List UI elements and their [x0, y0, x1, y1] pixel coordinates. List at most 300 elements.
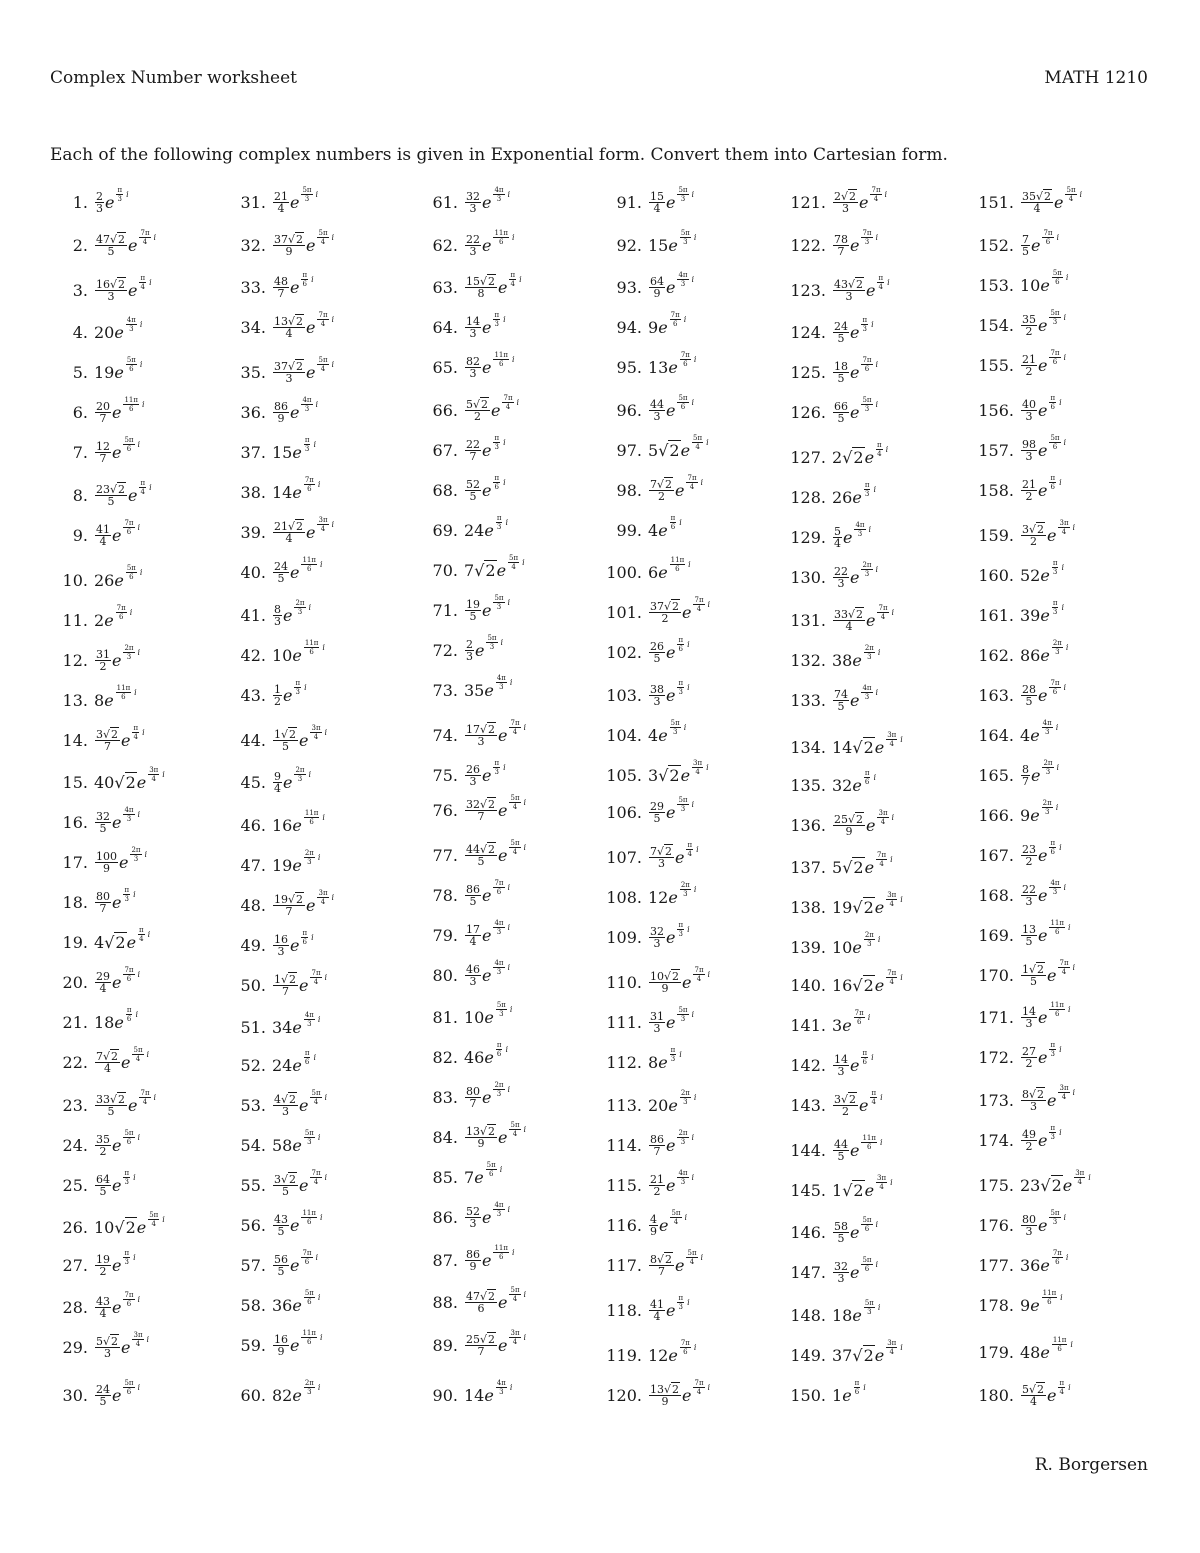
exponent: $\frac{5\pi}{6}$ i — [124, 435, 141, 453]
exponent: $\frac{3\pi}{4}$ i — [510, 1328, 527, 1346]
problem-item — [790, 847, 893, 887]
exponential-form: $\frac{10√2}{9}$ e $\frac{7\pi}{4}$ i — [650, 965, 711, 995]
fraction: $\frac{14}{3}$ — [1022, 1004, 1036, 1030]
fraction: $\frac{3\pi}{4}$ — [1059, 518, 1069, 536]
fraction: $\frac{11\pi}{6}$ — [494, 1243, 508, 1261]
fraction: $\frac{2\pi}{3}$ — [304, 1378, 314, 1396]
fraction: $\frac{5\pi}{4}$ — [1066, 185, 1076, 203]
exponent: $\frac{\pi}{4}$ i — [510, 270, 522, 288]
problem-number: 86. — [432, 1207, 458, 1227]
fraction: $\frac{52}{3}$ — [466, 1204, 480, 1230]
problem-number: 107. — [606, 847, 642, 867]
exponent: $\frac{5\pi}{3}$ i — [680, 228, 697, 246]
exponential-form: $\frac{86}{5}$ e $\frac{7\pi}{6}$ i — [466, 878, 511, 908]
problem-number: 7. — [72, 442, 88, 462]
exponential-form: 6 e $\frac{11\pi}{6}$ i — [648, 555, 691, 582]
fraction: $\frac{44√2}{5}$ — [466, 842, 496, 868]
exponential-form: $\frac{21}{2}$ e $\frac{7\pi}{6}$ i — [1022, 348, 1067, 378]
problem-number: 74. — [432, 725, 458, 745]
problem-number: 174. — [978, 1130, 1014, 1150]
fraction: $\frac{11\pi}{6}$ — [302, 1328, 316, 1346]
fraction: $\frac{4\pi}{3}$ — [862, 683, 872, 701]
problem-item — [978, 715, 1058, 755]
exponent: $\frac{11\pi}{6}$ i — [116, 683, 137, 701]
problem-item — [240, 1165, 327, 1205]
fraction: $\frac{12}{7}$ — [96, 439, 110, 465]
fraction: $\frac{2\pi}{3}$ — [678, 1128, 688, 1146]
fraction: $\frac{5\pi}{6}$ — [1052, 268, 1062, 286]
exponent: $\frac{5\pi}{3}$ i — [862, 395, 879, 413]
exponential-form: 2√2 e $\frac{\pi}{4}$ i — [832, 440, 889, 467]
fraction: $\frac{\pi}{3}$ — [494, 310, 500, 328]
exponent: $\frac{5\pi}{4}$ i — [510, 838, 527, 856]
exponent: $\frac{7\pi}{4}$ i — [694, 595, 711, 613]
fraction: $\frac{7\pi}{6}$ — [304, 475, 314, 493]
problem-item — [606, 837, 699, 877]
fraction: $\frac{7\pi}{4}$ — [877, 850, 887, 868]
exponential-form: $\frac{80}{7}$ e $\frac{\pi}{3}$ i — [96, 885, 136, 915]
exponential-form: 15 e $\frac{\pi}{3}$ i — [272, 435, 316, 462]
exponential-form: $\frac{1√2}{5}$ e $\frac{7\pi}{4}$ i — [1022, 958, 1076, 988]
exponential-form: $\frac{47√2}{5}$ e $\frac{7\pi}{4}$ i — [96, 228, 157, 258]
exponent: $\frac{7\pi}{6}$ i — [494, 878, 511, 896]
problem-item — [606, 675, 690, 715]
fraction: $\frac{5\pi}{4}$ — [510, 838, 520, 856]
exponential-form: $\frac{32}{3}$ e $\frac{5\pi}{6}$ i — [834, 1255, 879, 1285]
exponent: $\frac{4\pi}{3}$ i — [126, 315, 143, 333]
fraction: $\frac{80}{7}$ — [96, 889, 110, 915]
exponent: $\frac{3\pi}{4}$ i — [877, 1173, 893, 1191]
sqrt-symbol: √2 — [281, 727, 297, 741]
sqrt-symbol: √2 — [1029, 1087, 1045, 1101]
sqrt-symbol: √2 — [281, 972, 297, 986]
exponential-form: $\frac{24}{5}$ e $\frac{11\pi}{6}$ i — [274, 555, 323, 585]
fraction: $\frac{22}{7}$ — [466, 437, 480, 463]
exponent: $\frac{\pi}{3}$ i — [1050, 1040, 1062, 1058]
exponent: $\frac{5\pi}{3}$ i — [1050, 1208, 1067, 1226]
exponent: $\frac{2\pi}{3}$ i — [295, 598, 312, 616]
problem-number: 28. — [62, 1297, 88, 1317]
fraction: $\frac{4\pi}{3}$ — [496, 673, 506, 691]
fraction: $\frac{7\pi}{4}$ — [318, 310, 328, 328]
exponent: $\frac{7\pi}{4}$ i — [311, 968, 328, 986]
problem-item — [62, 882, 136, 922]
sqrt-symbol: √2 — [281, 1092, 297, 1106]
problem-item — [978, 595, 1064, 635]
exponential-form: 14 e $\frac{7\pi}{6}$ i — [272, 475, 321, 502]
fraction: $\frac{44}{5}$ — [834, 1137, 848, 1163]
fraction: $\frac{11\pi}{6}$ — [1052, 1335, 1067, 1353]
fraction: $\frac{7}{5}$ — [1022, 232, 1029, 258]
fraction: $\frac{11\pi}{6}$ — [124, 395, 138, 413]
sqrt-symbol: √2 — [473, 397, 489, 411]
exponential-form: $\frac{8√2}{7}$ e $\frac{5\pi}{4}$ i — [650, 1248, 704, 1278]
problem-item — [790, 1130, 883, 1170]
exponent: $\frac{\pi}{3}$ i — [1050, 1123, 1062, 1141]
problem-number: 134. — [790, 737, 826, 757]
exponential-form: 5√2 e $\frac{5\pi}{4}$ i — [648, 433, 709, 460]
problem-number: 46. — [240, 815, 266, 835]
exponent: $\frac{3\pi}{4}$ i — [878, 808, 895, 826]
exponential-form: $\frac{33√2}{4}$ e $\frac{7\pi}{4}$ i — [834, 603, 895, 633]
fraction: $\frac{11\pi}{6}$ — [494, 228, 508, 246]
exponent: $\frac{11\pi}{6}$ i — [302, 1208, 323, 1226]
problem-item — [240, 805, 325, 845]
sqrt-symbol: √2 — [664, 969, 680, 983]
fraction: $\frac{7\pi}{4}$ — [140, 1088, 150, 1106]
fraction: $\frac{5\pi}{3}$ — [862, 395, 872, 413]
problem-number: 49. — [240, 935, 266, 955]
fraction: $\frac{100}{9}$ — [96, 849, 117, 875]
problem-item — [428, 347, 515, 387]
exponent: $\frac{\pi}{3}$ i — [124, 1168, 136, 1186]
problem-item — [606, 347, 696, 387]
sqrt-symbol: √2 — [480, 274, 496, 288]
problem-number: 135. — [790, 775, 826, 795]
exponential-form: 35 e $\frac{4\pi}{3}$ i — [464, 673, 513, 700]
fraction: $\frac{2\pi}{3}$ — [1042, 798, 1052, 816]
fraction: $\frac{8}{7}$ — [1022, 762, 1029, 788]
problem-item — [978, 345, 1066, 385]
exponential-form: 4 e $\frac{4\pi}{3}$ i — [1020, 718, 1059, 745]
exponential-form: 86 e $\frac{2\pi}{3}$ i — [1020, 638, 1069, 665]
problem-number: 144. — [790, 1140, 826, 1160]
exponential-form: $\frac{12}{7}$ e $\frac{5\pi}{6}$ i — [96, 435, 141, 465]
exponential-form: $\frac{13√2}{9}$ e $\frac{7\pi}{4}$ i — [650, 1378, 711, 1408]
fraction: $\frac{\pi}{3}$ — [496, 513, 502, 531]
problem-number: 101. — [606, 602, 642, 622]
problem-number: 151. — [978, 192, 1014, 212]
problem-item — [790, 727, 903, 767]
fraction: $\frac{48}{7}$ — [274, 274, 288, 300]
sqrt-symbol: √2 — [842, 447, 864, 467]
exponent: $\frac{7\pi}{3}$ i — [862, 228, 879, 246]
fraction: $\frac{\pi}{6}$ — [1050, 473, 1056, 491]
fraction: $\frac{43}{5}$ — [274, 1212, 288, 1238]
fraction: $\frac{3\pi}{4}$ — [318, 888, 328, 906]
fraction: $\frac{4\pi}{3}$ — [302, 395, 312, 413]
exponent: $\frac{\pi}{4}$ i — [687, 840, 699, 858]
fraction: $\frac{7√2}{4}$ — [96, 1049, 119, 1075]
problem-number: 169. — [978, 925, 1014, 945]
fraction: $\frac{11\pi}{6}$ — [1042, 1288, 1057, 1306]
sqrt-symbol: √2 — [1036, 189, 1052, 203]
problem-item — [790, 1295, 880, 1335]
exponent: $\frac{7\pi}{6}$ i — [680, 350, 697, 368]
exponential-form: $\frac{3√2}{2}$ e $\frac{\pi}{4}$ i — [834, 1088, 883, 1118]
problem-number: 34. — [240, 317, 266, 337]
fraction: $\frac{5\pi}{3}$ — [496, 1000, 506, 1018]
problem-number: 35. — [240, 362, 266, 382]
exponent: $\frac{4\pi}{3}$ i — [862, 683, 879, 701]
fraction: $\frac{2\pi}{3}$ — [295, 598, 305, 616]
fraction: $\frac{19√2}{7}$ — [274, 892, 304, 918]
exponential-form: 16√2 e $\frac{7\pi}{4}$ i — [832, 968, 903, 995]
exponent: $\frac{5\pi}{3}$ i — [494, 593, 511, 611]
problem-number: 178. — [978, 1295, 1014, 1315]
fraction: $\frac{2\pi}{3}$ — [680, 880, 690, 898]
exponential-form: 5√2 e $\frac{7\pi}{4}$ i — [832, 850, 893, 877]
problem-number: 12. — [62, 650, 88, 670]
exponential-form: $\frac{18}{5}$ e $\frac{7\pi}{6}$ i — [834, 355, 879, 385]
sqrt-symbol: √2 — [480, 722, 496, 736]
problem-number: 103. — [606, 685, 642, 705]
problem-item — [62, 600, 132, 640]
problem-item — [428, 1157, 502, 1197]
problem-item — [62, 270, 152, 310]
problem-item — [790, 927, 880, 967]
fraction: $\frac{21}{2}$ — [1022, 477, 1036, 503]
sqrt-symbol: √2 — [842, 1180, 864, 1200]
exponential-form: $\frac{13}{5}$ e $\frac{11\pi}{6}$ i — [1022, 918, 1071, 948]
problem-number: 85. — [432, 1167, 458, 1187]
exponent: $\frac{5\pi}{6}$ i — [862, 1255, 879, 1273]
fraction: $\frac{7\pi}{6}$ — [670, 310, 680, 328]
problem-number: 130. — [790, 567, 826, 587]
exponent: $\frac{\pi}{4}$ i — [1059, 1378, 1071, 1396]
exponential-form: $\frac{64}{9}$ e $\frac{4\pi}{3}$ i — [650, 270, 695, 300]
exponential-form: $\frac{86}{9}$ e $\frac{4\pi}{3}$ i — [274, 395, 319, 425]
exponential-form: $\frac{19}{2}$ e $\frac{\pi}{3}$ i — [96, 1248, 136, 1278]
problem-number: 59. — [240, 1335, 266, 1355]
exponent: $\frac{\pi}{4}$ i — [878, 273, 890, 291]
exponent: $\frac{5\pi}{4}$ i — [687, 1248, 704, 1266]
problem-number: 23. — [62, 1095, 88, 1115]
fraction: $\frac{5\pi}{6}$ — [304, 1288, 314, 1306]
problem-number: 76. — [432, 800, 458, 820]
fraction: $\frac{44}{3}$ — [650, 397, 664, 423]
exponent: $\frac{\pi}{4}$ i — [140, 273, 152, 291]
problem-item — [790, 477, 876, 517]
problem-item — [62, 802, 140, 842]
exponent: $\frac{\pi}{6}$ i — [496, 1040, 508, 1058]
fraction: $\frac{46}{3}$ — [466, 962, 480, 988]
exponent: $\frac{4\pi}{3}$ i — [494, 918, 511, 936]
problem-number: 91. — [616, 192, 642, 212]
problem-number: 147. — [790, 1262, 826, 1282]
exponential-form: 3 e $\frac{7\pi}{6}$ i — [832, 1008, 871, 1035]
fraction: $\frac{\pi}{3}$ — [1050, 1040, 1056, 1058]
exponent: $\frac{3\pi}{4}$ i — [1059, 518, 1076, 536]
problem-number: 20. — [62, 972, 88, 992]
exponent: $\frac{4\pi}{3}$ i — [304, 1010, 321, 1028]
exponent: $\frac{7\pi}{6}$ i — [124, 1290, 141, 1308]
fraction: $\frac{5\pi}{6}$ — [862, 1255, 872, 1273]
problem-item — [240, 225, 334, 265]
exponential-form: 4 e $\frac{\pi}{6}$ i — [648, 513, 682, 540]
exponent: $\frac{3\pi}{4}$ i — [1059, 1083, 1076, 1101]
fraction: $\frac{40}{3}$ — [1022, 397, 1036, 423]
exponential-form: 48 e $\frac{11\pi}{6}$ i — [1020, 1335, 1073, 1362]
fraction: $\frac{7√2}{3}$ — [650, 844, 673, 870]
problem-number: 80. — [432, 965, 458, 985]
exponential-form: $\frac{16}{9}$ e $\frac{11\pi}{6}$ i — [274, 1328, 323, 1358]
problem-item — [240, 1325, 323, 1365]
fraction: $\frac{\pi}{3}$ — [124, 885, 130, 903]
problem-item — [240, 552, 323, 592]
problem-number: 50. — [240, 975, 266, 995]
fraction: $\frac{27}{2}$ — [1022, 1044, 1036, 1070]
exponent: $\frac{11\pi}{6}$ i — [1052, 1335, 1073, 1353]
problem-number: 63. — [432, 277, 458, 297]
exponent: $\frac{5\pi}{4}$ i — [510, 1120, 527, 1138]
problem-number: 113. — [606, 1095, 642, 1115]
exponent: $\frac{5\pi}{6}$ i — [862, 1215, 879, 1233]
problem-number: 14. — [62, 730, 88, 750]
fraction: $\frac{23}{2}$ — [1022, 842, 1036, 868]
fraction: $\frac{7\pi}{6}$ — [1050, 348, 1060, 366]
fraction: $\frac{2}{3}$ — [466, 637, 473, 663]
fraction: $\frac{98}{3}$ — [1022, 437, 1036, 463]
exponent: $\frac{11\pi}{6}$ i — [124, 395, 145, 413]
exponent: $\frac{4\pi}{3}$ i — [678, 1168, 695, 1186]
fraction: $\frac{8√2}{3}$ — [1022, 1087, 1045, 1113]
problem-item — [606, 917, 690, 957]
problem-item — [428, 590, 510, 630]
instructions: Each of the following complex numbers is given in Exponential form. Convert them into Cartesian form. — [50, 145, 948, 165]
exponential-form: $\frac{15√2}{8}$ e $\frac{\pi}{4}$ i — [466, 270, 522, 300]
exponential-form: 3√2 e $\frac{3\pi}{4}$ i — [648, 758, 709, 785]
exponential-form: $\frac{37√2}{9}$ e $\frac{5\pi}{4}$ i — [274, 228, 335, 258]
fraction: $\frac{1√2}{7}$ — [274, 972, 297, 998]
exponential-form: 36 e $\frac{7\pi}{6}$ i — [1020, 1248, 1069, 1275]
exponent: $\frac{11\pi}{6}$ i — [1050, 918, 1071, 936]
fraction: $\frac{7\pi}{4}$ — [140, 228, 150, 246]
exponential-form: $\frac{14}{3}$ e $\frac{\pi}{3}$ i — [466, 310, 506, 340]
fraction: $\frac{5\pi}{3}$ — [678, 185, 688, 203]
exponent: $\frac{5\pi}{4}$ i — [311, 1088, 328, 1106]
problem-item — [240, 675, 307, 715]
problem-number: 45. — [240, 772, 266, 792]
problem-item — [978, 305, 1066, 345]
sqrt-symbol: √2 — [288, 359, 304, 373]
problem-item — [606, 390, 694, 430]
problem-number: 172. — [978, 1047, 1014, 1067]
problem-item — [606, 552, 691, 592]
problem-number: 64. — [432, 317, 458, 337]
exponent: $\frac{\pi}{3}$ i — [678, 678, 690, 696]
fraction: $\frac{\pi}{4}$ — [140, 478, 146, 496]
problem-number: 146. — [790, 1222, 826, 1242]
problem-item — [606, 510, 682, 550]
exponential-form: 23√2 e $\frac{3\pi}{4}$ i — [1020, 1168, 1091, 1195]
exponential-form: 20 e $\frac{4\pi}{3}$ i — [94, 315, 143, 342]
exponent: $\frac{5\pi}{3}$ i — [678, 795, 695, 813]
problem-item — [428, 430, 506, 470]
exponent: $\frac{11\pi}{6}$ i — [494, 1243, 515, 1261]
fraction: $\frac{\pi}{6}$ — [670, 513, 676, 531]
fraction: $\frac{21}{2}$ — [1022, 352, 1036, 378]
problem-item — [978, 182, 1082, 222]
exponent: $\frac{11\pi}{6}$ i — [304, 638, 325, 656]
problem-item — [978, 555, 1064, 595]
fraction: $\frac{4\pi}{3}$ — [126, 315, 136, 333]
problem-item — [62, 1085, 156, 1125]
sqrt-symbol: √2 — [110, 1092, 126, 1106]
exponent: $\frac{3\pi}{4}$ i — [693, 758, 709, 776]
problem-number: 67. — [432, 440, 458, 460]
problem-item — [790, 1085, 883, 1125]
exponent: $\frac{\pi}{3}$ i — [862, 315, 874, 333]
problem-number: 88. — [432, 1292, 458, 1312]
problem-number: 24. — [62, 1135, 88, 1155]
exponent: $\frac{7\pi}{6}$ i — [124, 965, 141, 983]
problem-item — [606, 877, 696, 917]
problem-item — [978, 997, 1071, 1037]
problem-item — [428, 1197, 510, 1237]
problem-number: 37. — [240, 442, 266, 462]
problem-item — [240, 720, 327, 760]
exponential-form: $\frac{23√2}{5}$ e $\frac{\pi}{4}$ i — [96, 478, 152, 508]
exponent: $\frac{5\pi}{4}$ i — [1066, 185, 1083, 203]
problem-number: 30. — [62, 1385, 88, 1405]
exponent: $\frac{11\pi}{6}$ i — [670, 555, 691, 573]
exponential-form: $\frac{66}{5}$ e $\frac{5\pi}{3}$ i — [834, 395, 879, 425]
exponential-form: $\frac{5√2}{3}$ e $\frac{3\pi}{4}$ i — [96, 1330, 150, 1360]
exponential-form: $\frac{8√2}{3}$ e $\frac{3\pi}{4}$ i — [1022, 1083, 1076, 1113]
fraction: $\frac{13√2}{9}$ — [466, 1124, 496, 1150]
fraction: $\frac{7\pi}{6}$ — [1050, 678, 1060, 696]
exponential-form: 40√2 e $\frac{3\pi}{4}$ i — [94, 765, 165, 792]
exponent: $\frac{2\pi}{3}$ i — [862, 560, 879, 578]
fraction: $\frac{7\pi}{6}$ — [1043, 228, 1053, 246]
fraction: $\frac{25√2}{9}$ — [834, 812, 864, 838]
fraction: $\frac{2√2}{3}$ — [834, 189, 857, 215]
exponential-form: 2 e $\frac{7\pi}{6}$ i — [94, 603, 133, 630]
problem-number: 16. — [62, 812, 88, 832]
fraction: $\frac{\pi}{6}$ — [494, 473, 500, 491]
problem-number: 60. — [240, 1385, 266, 1405]
problem-item — [62, 432, 140, 472]
fraction: $\frac{5\pi}{4}$ — [510, 1285, 520, 1303]
fraction: $\frac{64}{5}$ — [96, 1172, 110, 1198]
exponent: $\frac{\pi}{6}$ i — [1050, 393, 1062, 411]
exponent: $\frac{\pi}{6}$ i — [304, 1048, 316, 1066]
exponential-form: $\frac{14}{3}$ e $\frac{11\pi}{6}$ i — [1022, 1000, 1071, 1030]
fraction: $\frac{7\pi}{4}$ — [887, 968, 897, 986]
exponential-form: $\frac{32√2}{7}$ e $\frac{5\pi}{4}$ i — [466, 793, 527, 823]
fraction: $\frac{7\pi}{4}$ — [878, 603, 888, 621]
problem-number: 21. — [62, 1012, 88, 1032]
fraction: $\frac{4\pi}{3}$ — [494, 1200, 504, 1218]
exponential-form: 20 e $\frac{2\pi}{3}$ i — [648, 1088, 697, 1115]
problem-number: 177. — [978, 1255, 1014, 1275]
sqrt-symbol: √2 — [848, 812, 864, 826]
fraction: $\frac{17}{4}$ — [466, 922, 480, 948]
fraction: $\frac{29}{4}$ — [96, 969, 110, 995]
exponential-form: $\frac{13√2}{4}$ e $\frac{7\pi}{4}$ i — [274, 310, 335, 340]
sqrt-symbol: √2 — [288, 519, 304, 533]
fraction: $\frac{17√2}{3}$ — [466, 722, 496, 748]
fraction: $\frac{5\pi}{6}$ — [678, 393, 688, 411]
problem-item — [240, 595, 311, 635]
problem-number: 123. — [790, 280, 826, 300]
problem-item — [240, 307, 334, 347]
exponential-form: $\frac{46}{3}$ e $\frac{4\pi}{3}$ i — [466, 958, 511, 988]
exponent: $\frac{5\pi}{4}$ i — [149, 1210, 165, 1228]
exponent: $\frac{5\pi}{6}$ i — [126, 355, 143, 373]
problem-number: 75. — [432, 765, 458, 785]
problem-item — [428, 1375, 512, 1415]
problem-item — [428, 307, 506, 347]
fraction: $\frac{47√2}{5}$ — [96, 232, 126, 258]
exponential-form: $\frac{40}{3}$ e $\frac{\pi}{6}$ i — [1022, 393, 1062, 423]
problem-number: 26. — [62, 1217, 88, 1237]
fraction: $\frac{7\pi}{6}$ — [302, 1248, 312, 1266]
problem-item — [606, 307, 686, 347]
fraction: $\frac{13√2}{4}$ — [274, 314, 304, 340]
problem-item — [606, 225, 696, 265]
